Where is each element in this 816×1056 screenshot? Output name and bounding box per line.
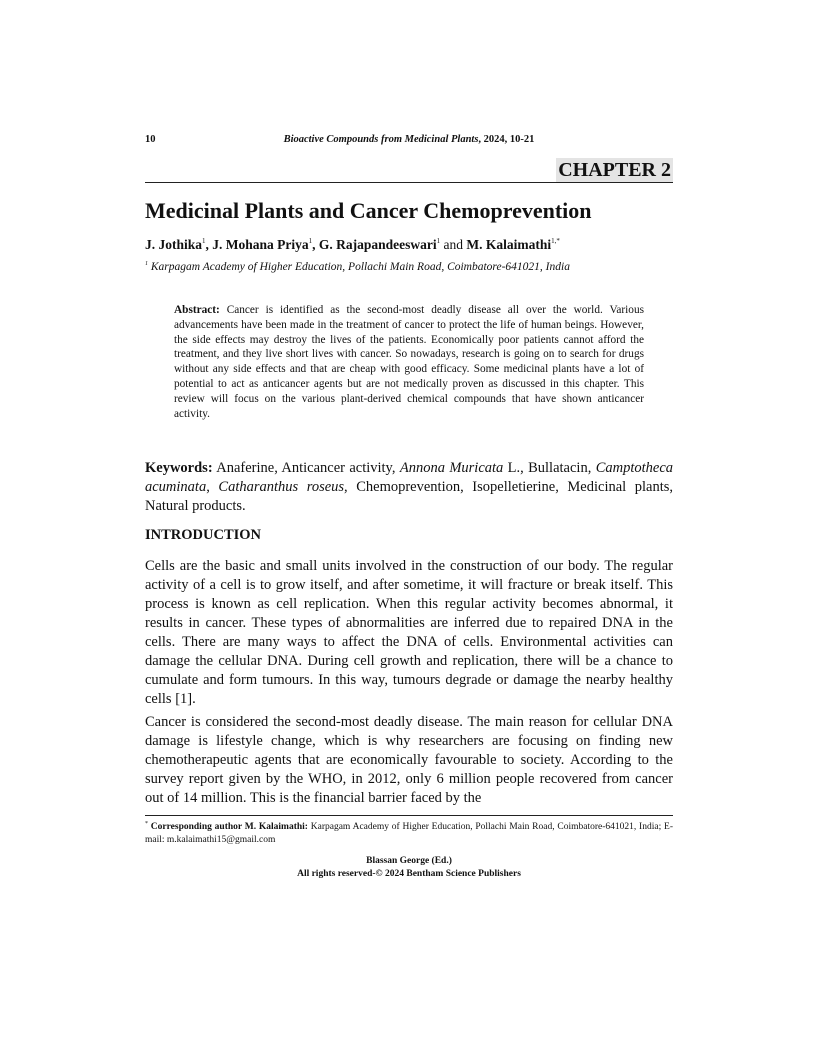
author-affiliation-mark: 1 bbox=[308, 237, 313, 245]
keyword-italic: Annona Muricata bbox=[399, 460, 504, 476]
affiliation-text: Karpagam Academy of Higher Education, Pollachi Main Road, Coimbatore-641021, India bbox=[148, 261, 570, 273]
footnote-mark: * bbox=[145, 821, 148, 827]
author-name: M. Kalaimathi bbox=[466, 237, 552, 252]
abstract-text: Cancer is identified as the second-most deadly disease all over the world. Various advancements have been made in the treatment of cancer to protect the life of human beings. However, the side effects may destroy the lives of the patients. Economically poor patients cannot afford the treatment, and they live short lives with cancer. So nowadays, research is going on to search for drugs without any side effects and that are cheap with good efficacy. Some medicinal plants have a lot of potential to act as anticancer agents but are not medically proven as discussed in this chapter. This review will focus on the various plant-derived chemical compounds that have shown anticancer activity. bbox=[174, 304, 644, 420]
chapter-banner bbox=[145, 158, 673, 183]
keywords-label: Keywords: bbox=[145, 460, 213, 476]
footer-rights: All rights reserved-© 2024 Bentham Science Publishers bbox=[297, 868, 521, 879]
author-affiliation-mark: 1,* bbox=[551, 237, 560, 245]
body-paragraph: Cells are the basic and small units involved in the construction of our body. The regular activity of a cell is to grow itself, and after sometime, it will fracture or break itself. This process is known as cell replication. When this regular activity becomes abnormal, it results in cancer. These types of abnormalities are inferred due to repaired DNA in the cells. There are many ways to affect the DNA of cells. Environmental activities can damage the cellular DNA. During cell growth and replication, there will be a chance to cumulate and form tumours. In this way, tumours degrade or damage the nearby healthy cells [1]. bbox=[145, 558, 673, 707]
journal-year-pages: , 2024, 10-21 bbox=[478, 134, 535, 145]
keyword-italic: Catharanthus roseus bbox=[218, 479, 345, 495]
body-paragraph: Cancer is considered the second-most deadly disease. The main reason for cellular DNA damage is lifestyle change, which is why researchers are focusing on finding new chemotherapeutic agents that are economically favourable to society. According to the survey report given by the WHO, in 2012, only 6 million people recovered from cancer out of 14 million. This is the financial barrier faced by the bbox=[145, 714, 673, 806]
page-footer bbox=[145, 855, 673, 880]
running-header bbox=[145, 134, 673, 150]
chapter-label: CHAPTER 2 bbox=[558, 159, 671, 181]
footnote-text: Karpagam Academy of Higher Education, Pollachi Main Road, Coimbatore-641021, India; E-mail: m.kalaimathi15@gmail.com bbox=[145, 822, 673, 845]
keyword-text: , Chemoprevention, Isopelletierine, Medicinal plants, Natural products. bbox=[145, 479, 673, 514]
section-heading: INTRODUCTION bbox=[145, 527, 262, 543]
footnote bbox=[145, 821, 673, 846]
author-separator: , bbox=[312, 237, 319, 252]
author-separator: and bbox=[440, 237, 467, 252]
footnote-label: Corresponding author M. Kalaimathi: bbox=[148, 822, 308, 832]
author-list bbox=[145, 236, 673, 254]
author-name: J. Mohana Priya bbox=[212, 237, 309, 252]
footer-editor: Blassan George (Ed.) bbox=[366, 856, 452, 866]
keyword-text: Anaferine, Anticancer activity, bbox=[212, 460, 400, 476]
paper-title: Medicinal Plants and Cancer Chemoprevention bbox=[145, 198, 592, 223]
keywords bbox=[145, 459, 673, 516]
page-number: 10 bbox=[145, 134, 156, 145]
affiliation-mark: 1 bbox=[145, 261, 148, 267]
keyword-text: , bbox=[206, 479, 219, 495]
keyword-italic: Camptotheca acuminata bbox=[145, 460, 674, 495]
author-separator: , bbox=[205, 237, 213, 252]
journal-citation bbox=[145, 134, 673, 145]
author-name: J. Jothika bbox=[145, 237, 203, 252]
abstract bbox=[174, 303, 644, 421]
affiliation bbox=[145, 259, 673, 275]
keyword-text: L., Bullatacin, bbox=[503, 460, 596, 476]
abstract-label: Abstract: bbox=[174, 304, 220, 316]
author-affiliation-mark: 1 bbox=[202, 237, 206, 245]
footnote-divider bbox=[145, 815, 673, 816]
author-affiliation-mark: 1 bbox=[436, 237, 441, 245]
author-name: G. Rajapandeeswari bbox=[318, 237, 437, 252]
journal-title: Bioactive Compounds from Medicinal Plants bbox=[283, 134, 479, 145]
